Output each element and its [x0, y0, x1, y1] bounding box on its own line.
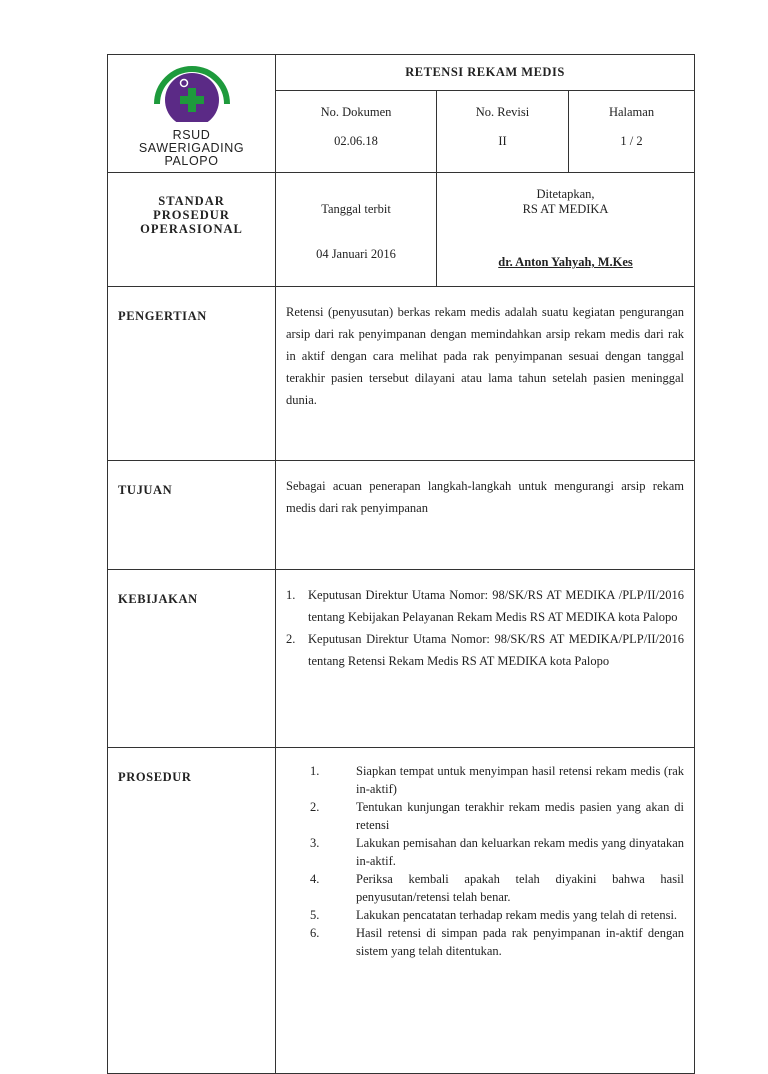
list-item: 2. Keputusan Direktur Utama Nomor: 98/SK/RS AT MEDIKA/PLP/II/2016 tentang Retensi Rekam Medis RS AT MEDIKA kota Palopo — [286, 632, 685, 668]
document-number-cell — [276, 90, 437, 172]
hospital-logo-icon — [153, 60, 231, 122]
list-item: 1. Siapkan tempat untuk menyimpan hasil retensi rekam medis (rak in-aktif) — [310, 764, 685, 796]
section-body-pengertian: Retensi (penyusutan) berkas rekam medis adalah suatu kegiatan pengurangan arsip dari rak penyimpanan dengan memindahkan arsip rekam medis dari rak in aktif dengan cara melihat pada rak penyimpanan sesuai dengan tanggal terakhir pasien tersebut dilayani atau lama tahun setelah pasien meninggal dunia. — [276, 287, 695, 461]
document-title: RETENSI REKAM MEDIS — [276, 55, 695, 91]
section-label-kebijakan: KEBIJAKAN — [108, 570, 276, 748]
list-item: 1. Keputusan Direktur Utama Nomor: 98/SK/RS AT MEDIKA /PLP/II/2016 tentang Kebijakan Pelayanan Rekam Medis RS AT MEDIKA kota Palopo — [286, 588, 685, 624]
section-body-prosedur — [276, 748, 695, 1074]
list-item: 6. Hasil retensi di simpan pada rak penyimpanan in-aktif dengan sistem yang telah ditentukan. — [310, 926, 685, 958]
section-body-kebijakan — [276, 570, 695, 748]
list-item: 3. Lakukan pemisahan dan keluarkan rekam medis yang dinyatakan in-aktif. — [310, 836, 685, 868]
revision-label: No. Revisi — [475, 104, 530, 119]
section-body-tujuan: Sebagai acuan penerapan langkah-langkah untuk mengurangi arsip rekam medis dari rak penyimpanan — [276, 461, 695, 570]
issue-date-cell — [276, 173, 437, 287]
established-cell — [437, 173, 695, 287]
sop-title: STANDAR PROSEDUR OPERASIONAL — [140, 194, 243, 236]
issue-date-label: Tanggal terbit — [321, 202, 391, 216]
procedure-list — [286, 762, 684, 960]
list-item: 4. Periksa kembali apakah telah diyakini bahwa hasil penyusutan/retensi telah benar. — [310, 872, 685, 904]
page-label: Halaman — [608, 104, 655, 119]
hospital-logo-cell — [108, 55, 276, 173]
document-number-label: No. Dokumen — [320, 104, 392, 119]
policy-list — [286, 584, 684, 672]
page-cell — [569, 90, 695, 172]
section-label-tujuan: TUJUAN — [108, 461, 276, 570]
page-value: 1 / 2 — [620, 133, 643, 148]
signatory-name: dr. Anton Yahyah, M.Kes — [498, 255, 633, 269]
established-label: Ditetapkan, — [536, 187, 595, 201]
list-item: 5. Lakukan pencatatan terhadap rekam medis yang telah di retensi. — [310, 908, 678, 922]
revision-cell — [437, 90, 569, 172]
section-label-prosedur: PROSEDUR — [108, 748, 276, 1074]
issue-date-value: 04 Januari 2016 — [316, 247, 396, 261]
section-label-pengertian: PENGERTIAN — [108, 287, 276, 461]
hospital-name: RSUD SAWERIGADING PALOPO — [138, 128, 245, 168]
sop-title-cell — [108, 173, 276, 287]
list-item: 2. Tentukan kunjungan terakhir rekam medis pasien yang akan di retensi — [310, 800, 685, 832]
revision-value: II — [498, 133, 507, 148]
established-by: RS AT MEDIKA — [522, 202, 609, 216]
document-number-value: 02.06.18 — [334, 133, 378, 148]
sop-table — [107, 54, 695, 1074]
